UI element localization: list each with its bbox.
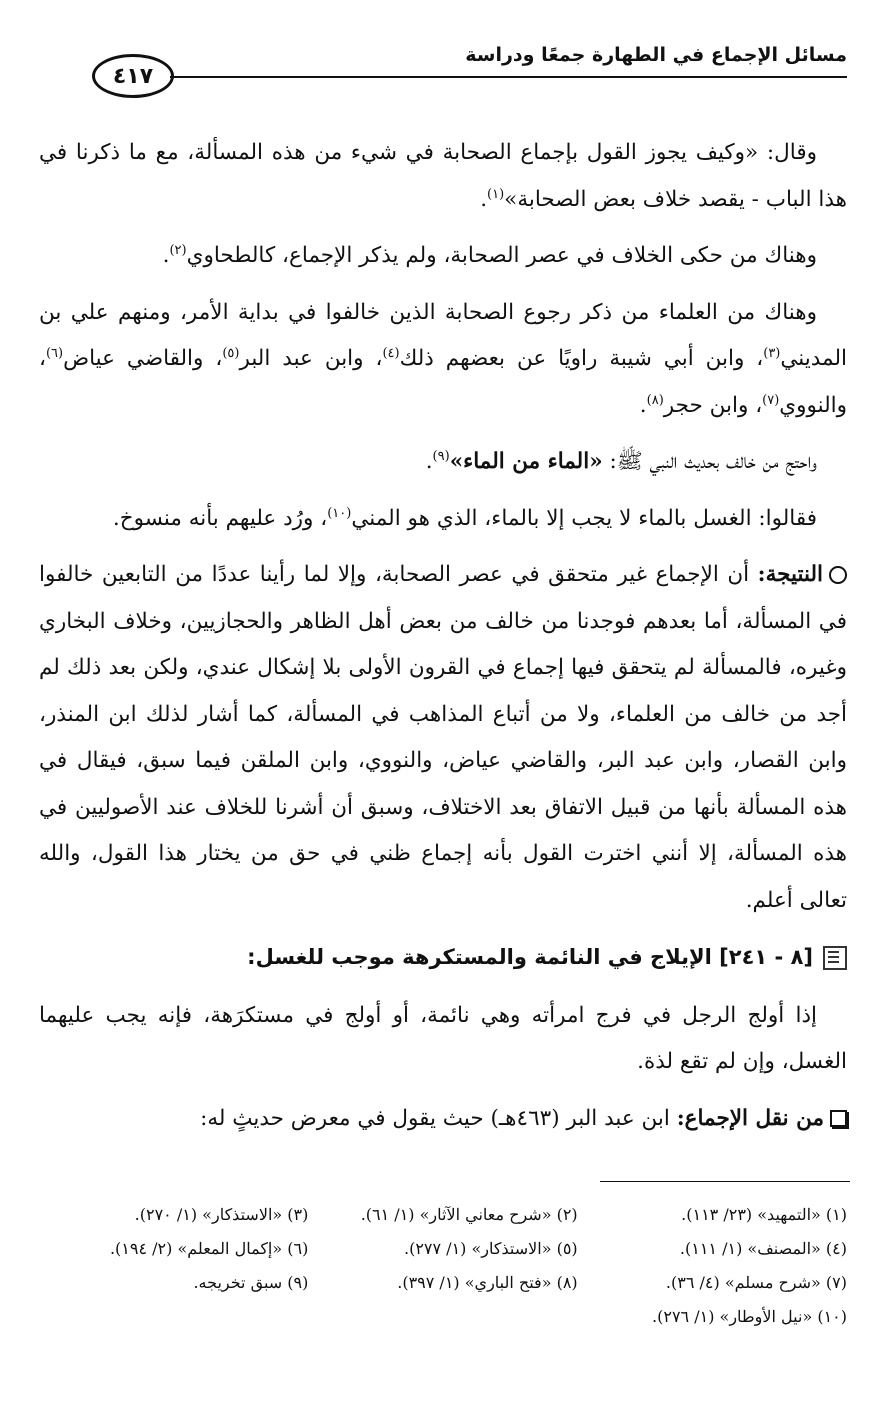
paragraph-5	[39, 496, 847, 543]
paragraph-text: ، والقاضي عياض	[63, 346, 223, 371]
paragraph-text: ، وابن عبد البر	[239, 346, 383, 371]
paragraph-text: ، وابن حجر	[663, 392, 763, 418]
paragraph-4	[39, 439, 847, 486]
body-text	[39, 130, 847, 1152]
footnote: (٧) «شرح مسلم» (٤/ ٣٦).	[665, 1273, 847, 1292]
footnote: (١) «التمهيد» (٢٣/ ١١٣).	[681, 1205, 847, 1224]
paragraph-text: واحتج من خالف بحديث النبي ﷺ:	[602, 449, 817, 474]
document-icon	[823, 946, 847, 970]
paragraph-7	[39, 1096, 847, 1143]
hadith-quote: «الماء من الماء»	[449, 449, 603, 474]
footnote: (٥) «الاستذكار» (١/ ٢٧٧).	[403, 1239, 578, 1258]
footnote-row	[39, 1198, 847, 1232]
footnote-ref: (٤)	[382, 345, 400, 361]
footnote-ref: (٣)	[763, 345, 781, 361]
paragraph-text: وقال: «وكيف يجوز القول بإجماع الصحابة في شيء من هذه المسألة، مع ما ذكرنا في هذا الباب - يقصد خلاف بعض الصحابة»	[39, 140, 847, 212]
footnote-row	[39, 1232, 847, 1266]
paragraph-text: ، ورُد عليهم بأنه منسوخ.	[112, 505, 328, 531]
paragraph-text: .	[480, 186, 488, 212]
paragraph-text: فقالوا: الغسل بالماء لا يجب إلا بالماء، الذي هو المني	[351, 505, 817, 531]
result-paragraph	[39, 552, 847, 924]
footnote-ref: (٢)	[169, 242, 187, 258]
footnote-ref: (٩)	[432, 448, 450, 464]
footnote: (٦) «إكمال المعلم» (٢/ ١٩٤).	[109, 1239, 309, 1258]
footnote-ref: (٥)	[222, 345, 240, 361]
paragraph-text: ابن عبد البر (٤٦٣هـ) حيث يقول في معرض حديثٍ له:	[200, 1105, 677, 1131]
paragraph-text: ، والنووي	[39, 346, 847, 418]
paragraph-2	[39, 233, 847, 280]
footnote-ref: (٨)	[646, 392, 664, 408]
footnote-ref: (٧)	[762, 392, 780, 408]
footnote: (٨) «فتح الباري» (١/ ٣٩٧).	[397, 1273, 578, 1292]
paragraph-text: أن الإجماع غير متحقق في عصر الصحابة، وإلا لما رأينا عددًا من التابعين خالفوا في المسألة، أما بعدهم فوجدنا من خالف من بعض أهل الظاهر والحجازيين، وخلاف البخاري وغيره، فالمسألة لم يتحقق فيها إجماع في القرون الأولى بلا إشكال عندي، ولكن بعد ذلك لم أجد من خالف من العلماء، ولا من أتباع المذاهب في المسألة، كما أشار لذلك ابن المنذر، وابن القصار، وابن عبد البر، والقاضي عياض، والنووي، وابن الملقن فيما سبق، فيقال في هذه المسألة بأنها من قبيل الاتفاق بعد الاختلاف، وسبق أن أشرنا للخلاف عند الأصوليين في هذه المسألة، إلا أنني اخترت القول بأنه إجماع ظني في حق من يختار هذا القول، والله تعالى أعلم.	[39, 562, 847, 913]
footnote-row	[39, 1266, 847, 1300]
footnote: (٣) «الاستذكار» (١/ ٢٧٠).	[134, 1205, 309, 1224]
footnote: (٢) «شرح معاني الآثار» (١/ ٦١).	[360, 1205, 578, 1224]
running-title: مسائل الإجماع في الطهارة جمعًا ودراسة	[465, 44, 847, 66]
paragraph-6	[39, 993, 847, 1086]
paragraph-text: وهناك من العلماء من ذكر رجوع الصحابة الذين خالفوا في بداية الأمر، ومنهم علي بن المديني	[39, 299, 848, 371]
paragraph-text: وهناك من حكى الخلاف في عصر الصحابة، ولم يذكر الإجماع، كالطحاوي	[186, 243, 817, 268]
paragraph-text: .	[162, 243, 170, 268]
footnote-ref: (١)	[487, 186, 505, 202]
footnote: (١٠) «نيل الأوطار» (١/ ٢٧٦).	[652, 1307, 847, 1326]
footnote-ref: (٦)	[45, 345, 64, 361]
page-number-text: ٤١٧	[112, 63, 154, 89]
footnote-rule	[600, 1181, 850, 1182]
paragraph-3	[39, 290, 847, 430]
footnotes	[39, 1198, 847, 1334]
footnote-ref: (١٠)	[327, 505, 352, 521]
paragraph-text: إذا أولج الرجل في فرج امرأته وهي نائمة، أو أولج في مستكرَهة، فإنه يجب عليهما الغسل، وإن لم تقع لذة.	[39, 1002, 847, 1074]
footnote-row	[39, 1300, 847, 1334]
footnote: (٩) سبق تخريجه.	[193, 1273, 309, 1292]
square-bullet-icon	[830, 1110, 847, 1127]
section-heading	[39, 934, 847, 981]
section-heading-text: [٨ - ٢٤١] الإيلاج في النائمة والمستكرهة موجب للغسل:	[247, 945, 813, 969]
header-rule	[170, 76, 847, 78]
paragraph-text: .	[425, 449, 433, 474]
page-number	[92, 54, 174, 98]
paragraph-1	[39, 130, 847, 223]
footnote: (٤) «المصنف» (١/ ١١١).	[679, 1239, 847, 1258]
paragraph-text: .	[639, 392, 647, 418]
consensus-label: من نقل الإجماع:	[676, 1105, 824, 1131]
paragraph-text: ، وابن أبي شيبة راويًا عن بعضهم ذلك	[399, 346, 764, 371]
circle-bullet-icon	[829, 566, 847, 584]
result-label: النتيجة:	[757, 562, 823, 587]
